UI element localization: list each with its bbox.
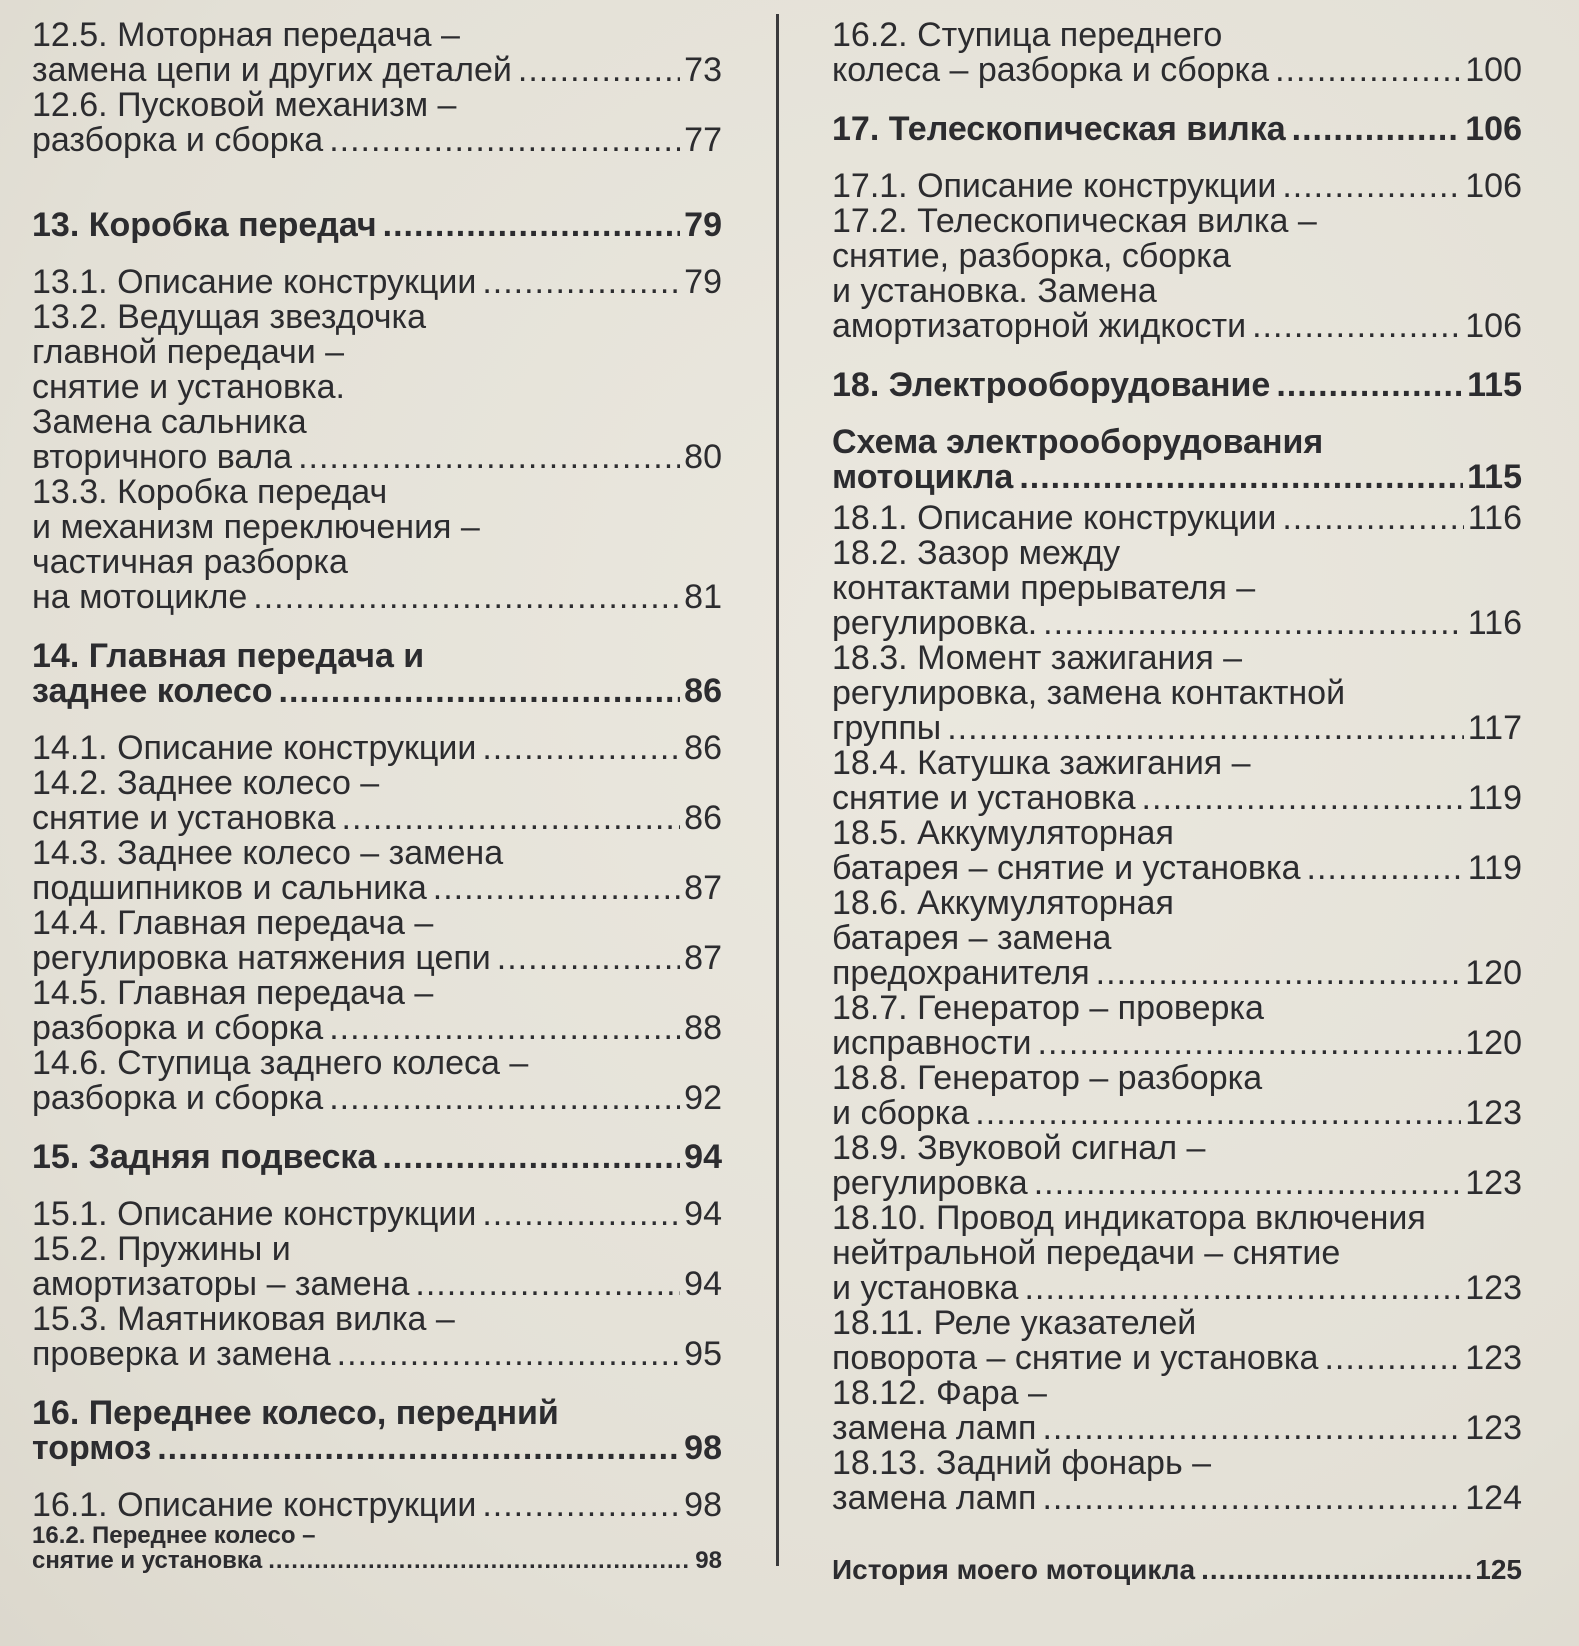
toc-final-heading <box>832 1552 1522 1587</box>
page-number: 106 <box>1465 167 1522 205</box>
dot-leader <box>329 123 680 158</box>
toc-line <box>32 766 722 801</box>
toc-line-text: амортизаторы – замена <box>32 1265 410 1303</box>
toc-entry <box>832 1061 1522 1131</box>
toc-line-text: замена цепи и других деталей <box>32 51 512 89</box>
dot-leader <box>1042 1481 1461 1516</box>
toc-line <box>32 335 722 370</box>
dot-leader <box>253 580 680 615</box>
toc-line-text: снятие и установка. <box>32 368 345 406</box>
toc-line <box>832 816 1522 851</box>
toc-line-text: 14.3. Заднее колесо – замена <box>32 834 504 872</box>
page-number: 73 <box>684 51 722 89</box>
toc-line-text: замена ламп <box>832 1479 1037 1517</box>
toc-line-text: группы <box>832 709 942 747</box>
toc-line <box>32 1140 722 1175</box>
toc-line-text: 15.2. Пружины и <box>32 1230 291 1268</box>
toc-entry <box>832 816 1522 886</box>
toc-line <box>32 1046 722 1081</box>
toc-chapter-heading <box>32 1396 722 1466</box>
dot-leader <box>1096 956 1462 991</box>
toc-line-text: История моего мотоцикла <box>832 1554 1196 1585</box>
toc-line-text: разборка и сборка <box>32 1009 324 1047</box>
page-number: 88 <box>684 1009 722 1047</box>
page-number: 98 <box>695 1547 722 1574</box>
toc-line <box>32 1232 722 1267</box>
toc-line-text: 14. Главная передача и <box>32 637 425 675</box>
toc-column-right <box>832 18 1522 1587</box>
dot-leader <box>433 871 680 906</box>
dot-leader <box>1042 1411 1461 1446</box>
dot-leader <box>1024 1271 1461 1306</box>
toc-chapter-heading <box>32 1140 722 1175</box>
page-number: 115 <box>1467 366 1522 404</box>
toc-line <box>832 1236 1522 1271</box>
toc-line-text: и механизм переключения – <box>32 508 480 546</box>
toc-chapter-heading <box>832 425 1522 495</box>
toc-entry <box>32 1197 722 1232</box>
page-number: 95 <box>684 1335 722 1373</box>
toc-line <box>832 274 1522 309</box>
toc-line-text: 13. Коробка передач <box>32 206 377 244</box>
page-number: 119 <box>1467 849 1522 887</box>
toc-line <box>32 405 722 440</box>
page-number: 100 <box>1465 51 1522 89</box>
toc-line-text: исправности <box>832 1024 1032 1062</box>
page-number: 123 <box>1465 1339 1522 1377</box>
toc-chapter-heading <box>832 112 1522 147</box>
toc-line <box>832 18 1522 53</box>
toc-line-text: главной передачи – <box>32 333 345 371</box>
toc-line-text: 16.2. Переднее колесо – <box>32 1522 316 1549</box>
toc-line-text: 13.1. Описание конструкции <box>32 263 477 301</box>
toc-line <box>832 53 1522 88</box>
toc-entry <box>832 1131 1522 1201</box>
toc-line <box>32 1548 722 1573</box>
toc-line <box>32 18 722 53</box>
toc-line-text: регулировка. <box>832 604 1038 642</box>
toc-line-text: поворота – снятие и установка <box>832 1339 1319 1377</box>
toc-line <box>32 370 722 405</box>
dot-leader <box>415 1267 680 1302</box>
toc-line-text: регулировка, замена контактной <box>832 674 1346 712</box>
dot-leader <box>482 731 680 766</box>
dot-leader <box>268 1548 691 1573</box>
toc-line <box>32 674 722 709</box>
page-number: 123 <box>1465 1409 1522 1447</box>
toc-line <box>32 1396 722 1431</box>
toc-line <box>32 545 722 580</box>
toc-column-left <box>32 18 722 1573</box>
toc-line <box>832 571 1522 606</box>
page-number: 79 <box>684 206 722 244</box>
dot-leader <box>329 1011 680 1046</box>
toc-line <box>832 1026 1522 1061</box>
toc-line <box>832 1166 1522 1201</box>
toc-line-text: снятие и установка <box>32 799 336 837</box>
dot-leader <box>1043 606 1464 641</box>
toc-line <box>32 1523 722 1548</box>
page-number: 124 <box>1465 1479 1522 1517</box>
toc-line-text: 18.11. Реле указателей <box>832 1304 1197 1342</box>
toc-line-text: 14.2. Заднее колесо – <box>32 764 380 802</box>
toc-line <box>32 475 722 510</box>
toc-line <box>832 711 1522 746</box>
toc-line-text: 14.1. Описание конструкции <box>32 729 477 767</box>
page-number: 120 <box>1465 1024 1522 1062</box>
dot-leader <box>975 1096 1461 1131</box>
dot-leader <box>947 711 1464 746</box>
page-number: 117 <box>1467 709 1522 747</box>
page-number: 123 <box>1465 1094 1522 1132</box>
toc-line-text: мотоцикла <box>832 458 1014 496</box>
page-number: 123 <box>1465 1269 1522 1307</box>
toc-line <box>32 1431 722 1466</box>
toc-line-text: 18.10. Провод индикатора включения <box>832 1199 1426 1237</box>
toc-line <box>32 440 722 475</box>
toc-line-text: 18.2. Зазор между <box>832 534 1121 572</box>
toc-chapter-heading <box>32 639 722 709</box>
toc-line <box>832 641 1522 676</box>
toc-entry <box>32 88 722 158</box>
toc-line <box>32 265 722 300</box>
toc-line <box>32 300 722 335</box>
toc-line-text: снятие и установка <box>832 779 1136 817</box>
toc-line-text: и сборка <box>832 1094 970 1132</box>
toc-line-text: 16. Переднее колесо, передний <box>32 1394 559 1432</box>
toc-line <box>832 676 1522 711</box>
toc-line <box>832 746 1522 781</box>
dot-leader <box>337 1337 681 1372</box>
toc-line <box>832 1306 1522 1341</box>
toc-line <box>832 501 1522 536</box>
toc-line-text: 18.12. Фара – <box>832 1374 1047 1412</box>
toc-entry <box>832 169 1522 204</box>
toc-line <box>832 112 1522 147</box>
toc-line <box>32 1488 722 1523</box>
dot-leader <box>342 801 681 836</box>
toc-line <box>32 1337 722 1372</box>
dot-leader <box>1282 169 1461 204</box>
toc-entry <box>832 641 1522 746</box>
toc-line-text: Замена сальника <box>32 403 307 441</box>
toc-line <box>832 1096 1522 1131</box>
page-number: 92 <box>684 1079 722 1117</box>
dot-leader <box>482 265 680 300</box>
toc-line-text: тормоз <box>32 1429 152 1467</box>
page-number: 81 <box>684 578 722 616</box>
dot-leader <box>1034 1166 1462 1201</box>
dot-leader <box>1292 112 1462 147</box>
toc-line-text: 14.6. Ступица заднего колеса – <box>32 1044 529 1082</box>
toc-line <box>832 1061 1522 1096</box>
dot-leader <box>1038 1026 1462 1061</box>
toc-line <box>832 536 1522 571</box>
toc-line <box>832 1376 1522 1411</box>
page-number: 119 <box>1467 779 1522 817</box>
toc-line-text: заднее колесо <box>32 672 273 710</box>
toc-line-text: амортизаторной жидкости <box>832 307 1247 345</box>
dot-leader <box>1275 53 1461 88</box>
dot-leader <box>279 674 681 709</box>
page-number: 94 <box>684 1195 722 1233</box>
dot-leader <box>382 1140 680 1175</box>
toc-entry <box>32 475 722 615</box>
page-number: 98 <box>684 1429 722 1467</box>
toc-line <box>832 1341 1522 1376</box>
toc-line-text: подшипников и сальника <box>32 869 427 907</box>
toc-entry <box>32 18 722 88</box>
dot-leader <box>1142 781 1464 816</box>
toc-entry <box>32 1302 722 1372</box>
toc-line-text: 18.3. Момент зажигания – <box>832 639 1243 677</box>
toc-line <box>832 851 1522 886</box>
toc-line <box>832 309 1522 344</box>
toc-entry <box>832 1201 1522 1306</box>
toc-line-text: 15. Задняя подвеска <box>32 1138 377 1176</box>
toc-line <box>32 836 722 871</box>
toc-line-text: 13.3. Коробка передач <box>32 473 388 511</box>
toc-line <box>832 886 1522 921</box>
dot-leader <box>157 1431 680 1466</box>
toc-line <box>832 204 1522 239</box>
toc-line <box>32 1267 722 1302</box>
toc-entry <box>32 836 722 906</box>
toc-line <box>32 1302 722 1337</box>
toc-entry <box>832 1306 1522 1376</box>
page-number: 125 <box>1475 1554 1522 1585</box>
page-number: 87 <box>684 869 722 907</box>
toc-line-text: замена ламп <box>832 1409 1037 1447</box>
toc-line <box>832 239 1522 274</box>
toc-line <box>32 871 722 906</box>
page-number: 86 <box>684 672 722 710</box>
page-number: 94 <box>684 1265 722 1303</box>
toc-line-text: 12.5. Моторная передача – <box>32 16 460 54</box>
toc-line-text: 17.1. Описание конструкции <box>832 167 1277 205</box>
toc-line-text: частичная разборка <box>32 543 348 581</box>
page-number: 98 <box>684 1486 722 1524</box>
toc-chapter-heading <box>32 208 722 243</box>
toc-entry <box>32 731 722 766</box>
dot-leader <box>1276 368 1463 403</box>
toc-line <box>32 580 722 615</box>
toc-line <box>832 1446 1522 1481</box>
dot-leader <box>1201 1552 1471 1587</box>
toc-chapter-heading <box>832 368 1522 403</box>
toc-line-text: снятие, разборка, сборка <box>832 237 1231 275</box>
toc-line <box>832 1552 1522 1587</box>
toc-line-text: контактами прерывателя – <box>832 569 1256 607</box>
dot-leader <box>1324 1341 1461 1376</box>
toc-line-text: 18.4. Катушка зажигания – <box>832 744 1251 782</box>
dot-leader <box>497 941 680 976</box>
toc-line <box>32 1081 722 1116</box>
toc-line-text: на мотоцикле <box>32 578 248 616</box>
toc-entry-small <box>32 1523 722 1573</box>
toc-line <box>32 941 722 976</box>
toc-entry <box>832 501 1522 536</box>
toc-line-text: 14.4. Главная передача – <box>32 904 434 942</box>
toc-line <box>32 53 722 88</box>
toc-line <box>32 906 722 941</box>
toc-line-text: 15.1. Описание конструкции <box>32 1195 477 1233</box>
page-number: 94 <box>684 1138 722 1176</box>
toc-line <box>32 123 722 158</box>
column-divider <box>776 14 779 1566</box>
toc-line-text: снятие и установка <box>32 1547 263 1574</box>
toc-line <box>32 1197 722 1232</box>
toc-entry <box>832 886 1522 991</box>
toc-line-text: 18.9. Звуковой сигнал – <box>832 1129 1206 1167</box>
toc-line <box>832 956 1522 991</box>
toc-line <box>32 976 722 1011</box>
toc-line-text: 12.6. Пусковой механизм – <box>32 86 457 124</box>
page-number: 79 <box>684 263 722 301</box>
page-number: 87 <box>684 939 722 977</box>
dot-leader <box>1252 309 1461 344</box>
toc-line <box>832 1131 1522 1166</box>
toc-line <box>832 169 1522 204</box>
toc-line <box>832 425 1522 460</box>
toc-line-text: регулировка натяжения цепи <box>32 939 491 977</box>
page-number: 116 <box>1467 604 1522 642</box>
toc-line <box>32 1011 722 1046</box>
toc-entry <box>832 991 1522 1061</box>
toc-entry <box>32 265 722 300</box>
toc-entry <box>32 976 722 1046</box>
toc-line-text: батарея – снятие и установка <box>832 849 1301 887</box>
toc-entry <box>32 300 722 475</box>
toc-line-text: 14.5. Главная передача – <box>32 974 434 1012</box>
toc-line-text: 13.2. Ведущая звездочка <box>32 298 427 336</box>
toc-line <box>832 1481 1522 1516</box>
toc-line <box>832 606 1522 641</box>
page-number: 123 <box>1465 1164 1522 1202</box>
toc-line <box>832 368 1522 403</box>
toc-line-text: 18.5. Аккумуляторная <box>832 814 1174 852</box>
page-number: 120 <box>1465 954 1522 992</box>
page-number: 80 <box>684 438 722 476</box>
toc-line-text: 17. Телескопическая вилка <box>832 110 1286 148</box>
toc-entry <box>32 906 722 976</box>
page-number: 86 <box>684 729 722 767</box>
page-number: 116 <box>1467 499 1522 537</box>
toc-line-text: разборка и сборка <box>32 1079 324 1117</box>
toc-line-text: 18.13. Задний фонарь – <box>832 1444 1212 1482</box>
toc-line-text: и установка <box>832 1269 1019 1307</box>
toc-entry <box>832 18 1522 88</box>
toc-line <box>832 1411 1522 1446</box>
dot-leader <box>1307 851 1464 886</box>
toc-line-text: предохранителя <box>832 954 1090 992</box>
toc-line-text: 18.1. Описание конструкции <box>832 499 1277 537</box>
toc-line <box>832 781 1522 816</box>
page-number: 106 <box>1465 307 1522 345</box>
toc-line <box>32 510 722 545</box>
dot-leader <box>329 1081 680 1116</box>
toc-line <box>832 1201 1522 1236</box>
dot-leader <box>518 53 680 88</box>
page-number: 77 <box>684 121 722 159</box>
toc-line-text: колеса – разборка и сборка <box>832 51 1270 89</box>
dot-leader <box>298 440 680 475</box>
toc-entry <box>32 1046 722 1116</box>
toc-line-text: регулировка <box>832 1164 1028 1202</box>
toc-line-text: 18. Электрооборудование <box>832 366 1271 404</box>
toc-line-text: 15.3. Маятниковая вилка – <box>32 1300 455 1338</box>
dot-leader <box>482 1197 680 1232</box>
toc-line <box>32 731 722 766</box>
toc-line <box>832 1271 1522 1306</box>
toc-line-text: 16.2. Ступица переднего <box>832 16 1223 54</box>
toc-line-text: 18.6. Аккумуляторная <box>832 884 1174 922</box>
toc-line <box>32 88 722 123</box>
toc-entry <box>832 536 1522 641</box>
toc-line <box>832 921 1522 956</box>
toc-entry <box>32 1232 722 1302</box>
toc-line-text: 18.8. Генератор – разборка <box>832 1059 1263 1097</box>
toc-line-text: вторичного вала <box>32 438 293 476</box>
toc-line <box>32 208 722 243</box>
dot-leader <box>482 1488 680 1523</box>
toc-line-text: и установка. Замена <box>832 272 1157 310</box>
toc-line <box>832 991 1522 1026</box>
page-number: 115 <box>1467 458 1522 496</box>
toc-entry <box>32 1488 722 1523</box>
toc-entry <box>32 766 722 836</box>
toc-line-text: батарея – замена <box>832 919 1112 957</box>
toc-line-text: Схема электрооборудования <box>832 423 1324 461</box>
toc-line <box>32 639 722 674</box>
page-number: 86 <box>684 799 722 837</box>
toc-entry <box>832 1376 1522 1446</box>
toc-line <box>832 460 1522 495</box>
toc-line-text: проверка и замена <box>32 1335 331 1373</box>
dot-leader <box>1019 460 1463 495</box>
toc-line-text: 17.2. Телескопическая вилка – <box>832 202 1317 240</box>
toc-line-text: 16.1. Описание конструкции <box>32 1486 477 1524</box>
dot-leader <box>1282 501 1463 536</box>
toc-line-text: 18.7. Генератор – проверка <box>832 989 1264 1027</box>
dot-leader <box>383 208 681 243</box>
page-number: 106 <box>1465 110 1522 148</box>
toc-line <box>32 801 722 836</box>
toc-entry <box>832 204 1522 344</box>
toc-entry <box>832 1446 1522 1516</box>
toc-line-text: разборка и сборка <box>32 121 324 159</box>
toc-entry <box>832 746 1522 816</box>
toc-line-text: нейтральной передачи – снятие <box>832 1234 1341 1272</box>
